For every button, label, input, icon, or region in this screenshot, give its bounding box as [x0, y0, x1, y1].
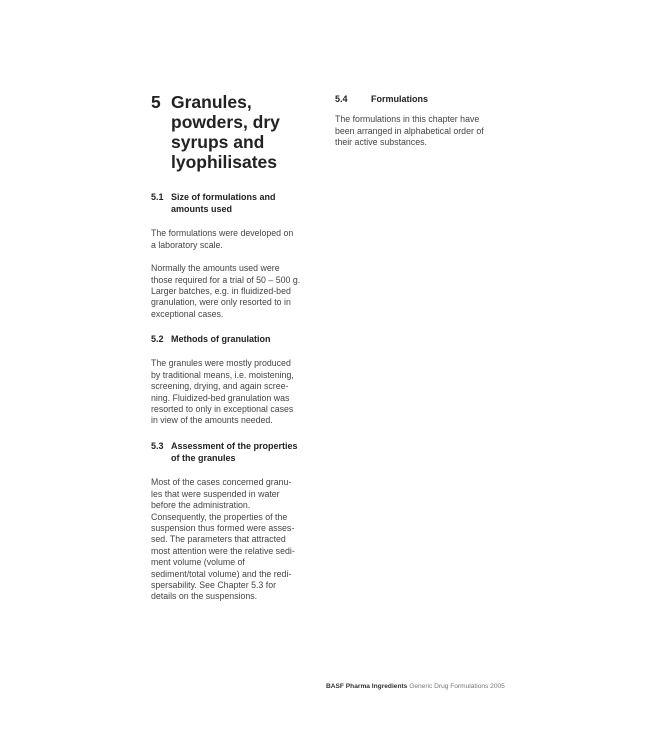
section-heading-5-4 [335, 93, 507, 105]
chapter-number: 5 [151, 92, 161, 112]
section-number: 5.4 [335, 94, 348, 104]
footer-brand: BASF Pharma Ingredients [326, 683, 408, 690]
section-heading-5-3 [151, 440, 323, 464]
section-title: Assessment of the properties of the granules [171, 440, 298, 464]
section-title: Methods of granulation [171, 334, 271, 345]
paragraph: The formulations were developed on a laboratory scale. [151, 228, 294, 250]
section-title: Size of formulations and amounts used [171, 192, 276, 215]
section-number: 5.1 [151, 192, 164, 202]
paragraph: The formulations in this chapter have been arranged in alphabetical order of their active substances. [335, 114, 484, 148]
section-heading-5-1 [151, 191, 323, 215]
section-heading-5-2 [151, 333, 323, 345]
paragraph: The granules were mostly produced by traditional means, i.e. moistening, screening, drying, and again scree- ning. Fluidized-bed granulation was resorted to only in exceptional cases in view of the amounts needed. [151, 358, 294, 426]
page-footer [326, 683, 505, 691]
chapter-title [151, 92, 323, 172]
section-number: 5.2 [151, 334, 164, 345]
paragraph: Most of the cases concerned granu- les that were suspended in water before the administration. Consequently, the properties of the suspension thus formed were asses- sed. The parameters that attracted most attention were the relative sedi- ment volume (volume of sediment/total volume) and the redi- spersability. See Chapter 5.3 for details on the suspensions. [151, 477, 295, 602]
paragraph: Normally the amounts used were those required for a trial of 50 – 500 g. Larger batches, e.g. in fluidized-bed granulation, were only resorted to in exceptional cases. [151, 263, 301, 319]
footer-publication-title: Generic Drug Formulations 2005 [409, 683, 505, 690]
left-column [151, 92, 323, 615]
right-column [335, 92, 507, 160]
chapter-heading-text: Granules, powders, dry syrups and lyophilisates [171, 92, 280, 172]
section-number: 5.3 [151, 440, 164, 451]
section-title: Formulations [371, 94, 429, 104]
